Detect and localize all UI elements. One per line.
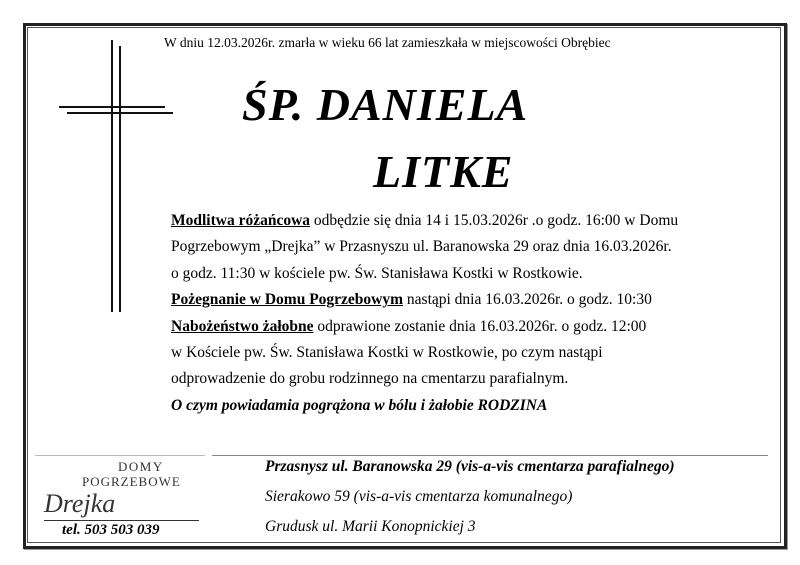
logo-domy: DOMY	[118, 459, 164, 474]
name-line-1: ŚP. DANIELA	[242, 79, 529, 130]
address-2: Sierakowo 59 (vis-a-vis cmentarza komunalnego)	[265, 488, 573, 505]
service-text: odprawione zostanie dnia 16.03.2026r. o godz. 12:00	[313, 317, 647, 335]
name-line-2: LITKE	[373, 146, 514, 197]
rosary-line-3: o godz. 11:30 w kościele pw. Św. Stanisława Kostki w Rostkowie.	[171, 264, 583, 282]
logo-brand: Drejka	[44, 489, 116, 518]
logo-pogrzebowe: POGRZEBOWE	[82, 474, 181, 489]
service-heading: Nabożeństwo żałobne	[171, 317, 314, 335]
rosary-line-2: Pogrzebowym „Drejka” w Przasnyszu ul. Baranowska 29 oraz dnia 16.03.2026r.	[171, 238, 672, 256]
closing-line: O czym powiadamia pogrążona w bólu i żałobie RODZINA	[171, 396, 548, 414]
logo-underline	[44, 520, 199, 521]
rosary-heading: Modlitwa różańcowa	[171, 212, 311, 229]
notice-body	[171, 208, 678, 419]
divider-right	[212, 455, 768, 456]
service-line-3: odprowadzenie do grobu rodzinnego na cmentarzu parafialnym.	[171, 370, 569, 388]
rosary-text: odbędzie się dnia 14 i 15.03.2026r .o godz. 16:00 w Domu	[310, 212, 679, 229]
address-3: Grudusk ul. Marii Konopnickiej 3	[265, 518, 476, 535]
service-line-2: w Kościele pw. Św. Stanisława Kostki w Rostkowie, po czym nastąpi	[171, 344, 603, 362]
address-1: Przasnysz ul. Baranowska 29 (vis-a-vis cmentarza parafialnego)	[265, 458, 675, 475]
death-info: W dniu 12.03.2026r. zmarła w wieku 66 lat zamieszkała w miejscowości Obrębiec	[164, 35, 611, 50]
farewell-heading: Pożegnanie w Domu Pogrzebowym	[171, 291, 404, 309]
farewell-line	[171, 287, 678, 313]
phone-number: tel. 503 503 039	[62, 522, 160, 538]
farewell-text: nastąpi dnia 16.03.2026r. o godz. 10:30	[403, 291, 652, 309]
service-line-1	[171, 314, 678, 340]
funeral-home-logo	[32, 460, 212, 540]
rosary-line-1	[171, 208, 678, 234]
divider-left	[35, 455, 205, 456]
